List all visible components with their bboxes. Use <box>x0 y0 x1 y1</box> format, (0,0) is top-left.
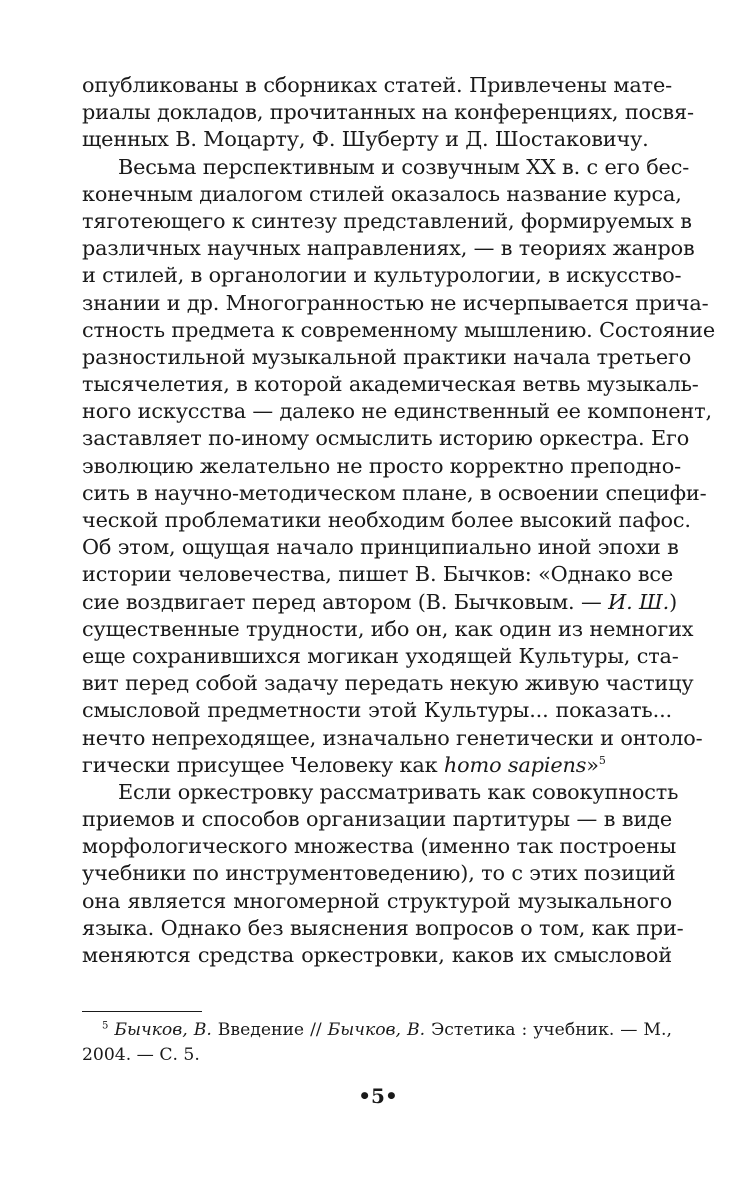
text-line: ческой проблематики необходим более высокий пафос. <box>82 508 691 532</box>
text-segment: » <box>586 752 599 777</box>
text-line: риалы докладов, прочитанных на конференциях, посвя- <box>82 100 694 125</box>
page-body <box>82 72 716 969</box>
text-line: меняются средства оркестровки, каков их смысловой <box>82 943 672 967</box>
text-line <box>82 752 672 779</box>
text-line: учебники по инструментоведению), то с этих позиций <box>82 861 676 886</box>
text-line: приемов и способов организации партитуры — в виде <box>82 807 672 832</box>
text-line: Если оркестровку рассматривать как совокупность <box>118 779 679 804</box>
text-line: разностильной музыкальной практики начала третьего <box>82 344 692 369</box>
text-segment: гически присущее Человеку как <box>82 752 438 777</box>
footnote-reference[interactable]: 5 <box>598 753 606 767</box>
footnote-line: 2004. — С. 5. <box>82 1045 200 1065</box>
footnote-text: Эстетика : учебник. — М., <box>431 1020 672 1040</box>
footnote-author: Бычков, В. <box>327 1020 426 1040</box>
page-number: •5• <box>358 1084 398 1108</box>
text-line: стность предмета к современному мышлению. Состояние <box>82 317 716 342</box>
footnote-divider <box>82 1011 202 1012</box>
footnote-title: Введение // <box>217 1020 322 1040</box>
text-line: заставляет по-иному осмыслить историю оркестра. Его <box>82 426 690 451</box>
italic-phrase: homo sapiens <box>443 752 587 777</box>
italic-initials: И. Ш. <box>608 589 670 614</box>
text-line: опубликованы в сборниках статей. Привлечены мате- <box>82 73 672 97</box>
text-line: и стилей, в органологии и культурологии, в искусство- <box>82 263 682 288</box>
text-line: морфологического множества (именно так построены <box>82 834 677 859</box>
text-line: нечто непреходящее, изначально генетически и онтоло- <box>82 725 703 750</box>
text-line: сить в научно-методическом плане, в освоении специфи- <box>82 480 707 505</box>
text-line: еще сохранившихся могикан уходящей Культуры, ста- <box>82 643 679 668</box>
text-line: смысловой предметности этой Культуры... показать... <box>82 698 672 723</box>
text-segment: ) <box>669 589 678 614</box>
text-line: тысячелетия, в которой академическая ветвь музыкаль- <box>82 372 699 397</box>
text-line: различных научных направлениях, — в теориях жанров <box>82 236 695 261</box>
text-line: истории человечества, пишет В. Бычков: «Однако все <box>82 562 674 587</box>
text-line: ного искусства — далеко не единственный ее компонент, <box>82 399 712 424</box>
text-segment: сие воздвигает перед автором (В. Бычковым. — <box>82 589 602 614</box>
text-line: она является многомерной структурой музыкального <box>82 888 672 913</box>
text-line: существенные трудности, ибо он, как один из немногих <box>82 616 694 641</box>
text-line: Об этом, ощущая начало принципиально иной эпохи в <box>82 535 679 560</box>
text-line: конечным диалогом стилей оказалось название курса, <box>82 181 682 206</box>
text-line: тяготеющего к синтезу представлений, формируемых в <box>82 208 692 233</box>
footnote <box>82 1018 672 1068</box>
text-line: языка. Однако без выяснения вопросов о том, как при- <box>82 915 684 940</box>
text-line: щенных В. Моцарту, Ф. Шуберту и Д. Шостаковичу. <box>82 127 649 152</box>
text-line: знании и др. Многогранностью не исчерпывается прича- <box>82 290 709 315</box>
footnote-author: Бычков, В. <box>114 1020 212 1040</box>
footnote-marker: 5 <box>102 1020 109 1032</box>
text-line: эволюцию желательно не просто корректно преподно- <box>82 453 681 478</box>
footnote-line <box>82 1018 672 1043</box>
text-line: вит перед собой задачу передать некую живую частицу <box>82 671 694 696</box>
text-line: Весьма перспективным и созвучным XX в. с его бес- <box>118 154 690 179</box>
text-line <box>82 589 678 616</box>
